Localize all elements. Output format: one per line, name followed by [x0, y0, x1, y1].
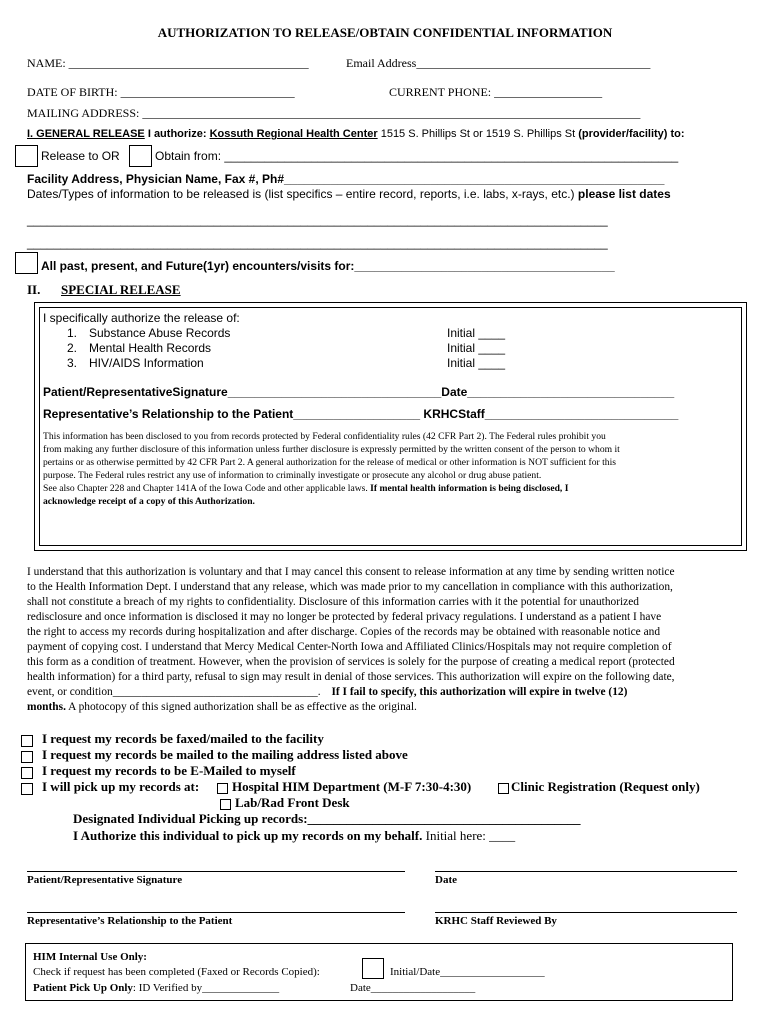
expiration-event-field[interactable]: event, or condition____________________________________. [27, 686, 321, 698]
dates-types-text: Dates/Types of information to be released is (list specifics – entire record, reports, i.e. labs, x-rays, etc.) [27, 187, 575, 201]
special-item-3-num: 3. [67, 356, 78, 370]
general-release-label: I. GENERAL RELEASE [27, 128, 145, 140]
pickup-only-line [33, 982, 279, 994]
designated-individual-field[interactable]: Designated Individual Picking up records:__________________________________________ [73, 811, 581, 826]
fax-mail-label: I request my records be faxed/mailed to the facility [42, 731, 324, 746]
provider-name: Kossuth Regional Health Center [209, 128, 378, 140]
patient-signature-line[interactable] [27, 871, 405, 872]
pickup-label: I will pick up my records at: [42, 779, 200, 794]
pickup-only-label: Patient Pick Up Only [33, 982, 133, 994]
special-relationship-field[interactable]: Representative’s Relationship to the Patient___________________ KRHCStaff_____________________________ [43, 407, 679, 421]
special-item-1-initial[interactable]: Initial ____ [447, 326, 506, 340]
lab-rad-checkbox[interactable] [220, 799, 231, 810]
notice-line-3: pertains or as otherwise permitted by 42 CFR Part 2. A general authorization for the release of medical or other information is NOT sufficient for this [43, 457, 616, 468]
name-field[interactable]: NAME: ________________________________________ [27, 56, 309, 70]
him-department-label: Hospital HIM Department (M-F 7:30-4:30) [232, 779, 472, 794]
email-field[interactable]: Email Address_______________________________________ [346, 56, 651, 70]
understanding-line-7: this form as a condition of treatment. However, when the provision of services is solely for the purpose of creating a medical report (protected [27, 656, 675, 668]
fax-mail-checkbox[interactable] [21, 735, 33, 747]
all-encounters-checkbox[interactable] [15, 252, 38, 274]
special-item-1-label: Substance Abuse Records [89, 326, 231, 340]
notice-line-6: acknowledge receipt of a copy of this Authorization. [43, 496, 255, 507]
staff-reviewed-line[interactable] [435, 912, 737, 913]
dates-types-line [27, 187, 671, 201]
initial-here-field[interactable]: Initial here: ____ [425, 828, 516, 843]
obtain-from-field[interactable]: Obtain from: ____________________________________________________________________ [155, 149, 679, 163]
understanding-line-1: I understand that this authorization is voluntary and that I may cancel this consent to release information at any time by sending written notice [27, 566, 675, 578]
release-to-checkbox[interactable] [15, 145, 38, 167]
phone-field[interactable]: CURRENT PHONE: __________________ [389, 85, 603, 99]
him-department-checkbox[interactable] [217, 783, 228, 794]
expiration-default: If I fail to specify, this authorization will expire in twelve (12) [331, 686, 628, 698]
understanding-line-5: the right to access my records during hospitalization and after discharge. Copies of the records may be obtained with reasonable notice and [27, 626, 661, 638]
understanding-line-9 [27, 686, 627, 698]
notice-line-4: purpose. The Federal rules restrict any use of information to criminally investigate or prosecute any alcohol or drug abuse patient. [43, 470, 542, 481]
records-blank-line-2[interactable]: _______________________________________________________________________________________ [27, 236, 608, 250]
initial-date-field[interactable]: Initial/Date___________________ [390, 966, 545, 978]
provider-address: 1515 S. Phillips St or 1519 S. Phillips St [380, 128, 576, 140]
understanding-line-6: payment of copying cost. I understand that Mercy Medical Center-North Iowa and Affiliated Clinics/Hospitals may not require completion of [27, 641, 672, 653]
patient-signature-label: Patient/Representative Signature [27, 874, 183, 886]
internal-use-title: HIM Internal Use Only: [33, 951, 147, 963]
general-release-line [27, 128, 685, 140]
relationship-line[interactable] [27, 912, 405, 913]
understanding-line-10 [27, 701, 417, 713]
lab-rad-label: Lab/Rad Front Desk [235, 795, 350, 810]
pickup-date-field[interactable]: Date___________________ [350, 982, 476, 994]
mail-address-label: I request my records be mailed to the mailing address listed above [42, 747, 408, 762]
pickup-checkbox[interactable] [21, 783, 33, 795]
special-item-3-initial[interactable]: Initial ____ [447, 356, 506, 370]
staff-reviewed-label: KRHC Staff Reviewed By [435, 915, 557, 927]
form-title: AUTHORIZATION TO RELEASE/OBTAIN CONFIDENTIAL INFORMATION [157, 25, 613, 40]
release-to-label: Release to OR [41, 149, 120, 163]
notice-iowa-code: See also Chapter 228 and Chapter 141A of the Iowa Code and other applicable laws. [43, 483, 368, 494]
authorize-pickup-label: I Authorize this individual to pick up my records on my behalf. [73, 828, 423, 843]
relationship-label: Representative’s Relationship to the Patient [27, 915, 233, 927]
understanding-line-2: to the Health Information Dept. I understand that any release, which was made prior to my cancellation in compliance with this authorization, [27, 581, 673, 593]
please-list-dates: please list dates [577, 187, 671, 201]
special-release-intro: I specifically authorize the release of: [43, 311, 240, 325]
email-label: I request my records to be E-Mailed to myself [42, 763, 296, 778]
special-item-2-label: Mental Health Records [89, 341, 212, 355]
provider-tail: (provider/facility) to: [578, 128, 685, 140]
mailing-address-field[interactable]: MAILING ADDRESS: ___________________________________________________________________________________ [27, 106, 641, 120]
notice-line-2: from making any further disclosure of this information unless further disclosure is expressly permitted by the written consent of the person to whom it [43, 444, 620, 455]
photocopy-note: A photocopy of this signed authorization shall be as effective as the original. [68, 701, 417, 713]
notice-line-1: This information has been disclosed to you from records protected by Federal confidentiality rules (42 CFR Part 2). The Federal rules prohibit you [43, 431, 606, 442]
notice-mental-health: If mental health information is being disclosed, I [370, 483, 569, 494]
authorize-label: I authorize: [147, 128, 207, 140]
obtain-from-checkbox[interactable] [129, 145, 152, 167]
signature-date-label: Date [435, 874, 457, 886]
all-encounters-field[interactable]: All past, present, and Future(1yr) encounters/visits for:_______________________________________ [41, 259, 615, 273]
clinic-registration-checkbox[interactable] [498, 783, 509, 794]
special-signature-field[interactable]: Patient/RepresentativeSignature________________________________Date_______________________________ [43, 385, 675, 399]
completed-check-label: Check if request has been completed (Faxed or Records Copied): [33, 966, 320, 978]
special-item-2-initial[interactable]: Initial ____ [447, 341, 506, 355]
dob-field[interactable]: DATE OF BIRTH: _____________________________ [27, 85, 295, 99]
id-verified-field[interactable]: : ID Verified by______________ [132, 982, 280, 994]
special-release-label: SPECIAL RELEASE [61, 282, 181, 297]
signature-date-line[interactable] [435, 871, 737, 872]
understanding-line-3: shall not constitute a breach of my rights to confidentiality. Disclosure of this information carries with it the potential for unauthorized [27, 596, 639, 608]
completed-checkbox[interactable] [362, 958, 384, 979]
mail-address-checkbox[interactable] [21, 751, 33, 763]
special-item-3-label: HIV/AIDS Information [89, 356, 204, 370]
facility-field[interactable]: Facility Address, Physician Name, Fax #, Ph#_________________________________________________________ [27, 172, 665, 186]
notice-line-5 [43, 483, 568, 494]
email-checkbox[interactable] [21, 767, 33, 779]
records-blank-line-1[interactable]: _______________________________________________________________________________________ [27, 213, 608, 227]
authorize-pickup-line [73, 828, 515, 844]
months-label: months. [27, 701, 66, 713]
special-release-numeral: II. [27, 282, 41, 297]
understanding-line-8: health information) for a third party, refusal to sign may result in denial of those services. This authorization will expire on the following date, [27, 671, 675, 683]
special-item-1-num: 1. [67, 326, 78, 340]
understanding-line-4: redisclosure and once information is disclosed it may no longer be protected by federal privacy regulations. I understand as a patient I have [27, 611, 662, 623]
special-item-2-num: 2. [67, 341, 78, 355]
clinic-registration-label: Clinic Registration (Request only) [511, 779, 700, 794]
